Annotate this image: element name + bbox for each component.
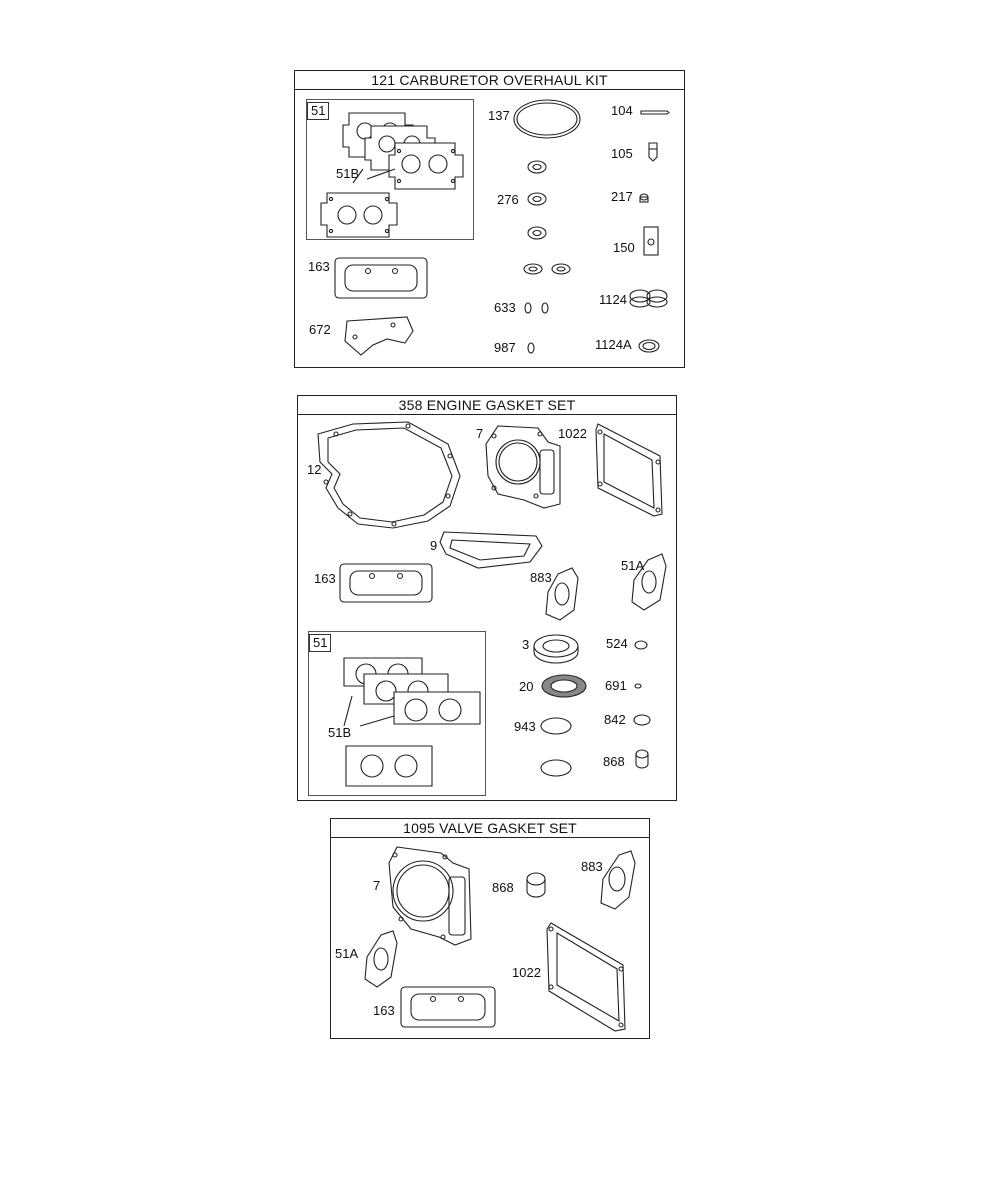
engine-gasket-set-title: 358 ENGINE GASKET SET <box>298 396 676 415</box>
part-868-label: 868 <box>603 754 625 769</box>
ring-842 <box>634 715 650 725</box>
intake-gasket-51-c <box>389 143 463 189</box>
o-ring <box>541 760 571 776</box>
part-3-label: 3 <box>522 637 530 652</box>
seal-20 <box>542 675 586 697</box>
gasket-163 <box>401 987 495 1027</box>
part-217-label: 217 <box>611 189 633 204</box>
part-868-label: 868 <box>492 880 514 895</box>
part-105-label: 105 <box>611 146 633 161</box>
intake-gasket-51a <box>365 931 397 987</box>
part-633-label: 633 <box>494 300 516 315</box>
pin-104 <box>641 111 669 114</box>
part-51a-label: 51A <box>335 946 359 961</box>
o-ring-943 <box>541 718 571 734</box>
gasket-163 <box>335 258 427 298</box>
gasket-1124 <box>630 290 667 307</box>
ring-524 <box>635 641 647 649</box>
part-691 <box>635 684 641 688</box>
oil-seal-3 <box>534 635 578 663</box>
part-20-label: 20 <box>519 679 534 694</box>
part-150-label: 150 <box>613 240 635 255</box>
head-gasket-7 <box>389 847 471 945</box>
carburetor-kit-title: 121 CARBURETOR OVERHAUL KIT <box>295 71 684 90</box>
valve-stem-seal-868 <box>636 750 648 768</box>
valve-cover-gasket-1022 <box>596 424 662 516</box>
part-1124a-label: 1124A <box>595 337 632 352</box>
part-163-label: 163 <box>373 1003 395 1018</box>
part-883-label: 883 <box>581 859 603 874</box>
part-672-label: 672 <box>309 322 331 337</box>
part-842-label: 842 <box>604 712 626 727</box>
part-943-label: 943 <box>514 719 536 734</box>
gasket-1124a <box>639 340 659 352</box>
part-51-label: 51 <box>307 102 329 120</box>
washer-633 <box>525 303 548 313</box>
part-137-label: 137 <box>488 108 510 123</box>
part-524-label: 524 <box>606 636 628 651</box>
gasket-163 <box>340 564 432 602</box>
part-7-label: 7 <box>373 878 381 893</box>
part-883-label: 883 <box>530 570 552 585</box>
head-gasket-7 <box>486 426 560 508</box>
part-1022-label: 1022 <box>558 426 587 441</box>
seal-washers <box>524 161 570 274</box>
valve-gasket-set-title: 1095 VALVE GASKET SET <box>331 819 649 838</box>
part-51a-label: 51A <box>621 558 645 573</box>
part-163-label: 163 <box>314 571 336 586</box>
part-691-label: 691 <box>605 678 627 693</box>
part-217 <box>640 194 648 202</box>
needle-valve-105 <box>649 143 657 161</box>
gasket-672 <box>345 317 413 355</box>
part-1022-label: 1022 <box>512 965 541 980</box>
intake-gasket-51-d <box>321 193 397 237</box>
part-1124-label: 1124 <box>599 292 627 307</box>
gasket-9 <box>440 532 542 568</box>
part-51b-label: 51B <box>328 725 352 740</box>
engine-gasket-parts-drawing <box>298 396 676 800</box>
part-51-label: 51 <box>309 634 331 652</box>
valve-cover-gasket-1022 <box>547 923 625 1031</box>
valve-stem-seal-868 <box>527 873 545 897</box>
exhaust-gasket-883 <box>601 851 635 909</box>
washer-987 <box>528 343 534 353</box>
carburetor-overhaul-kit-panel <box>294 70 685 368</box>
part-9-label: 9 <box>430 538 438 553</box>
valve-gasket-set-panel <box>330 818 650 1039</box>
part-51b-label: 51B <box>336 166 360 181</box>
part-12-label: 12 <box>307 462 322 477</box>
part-163-label: 163 <box>308 259 330 274</box>
part-104-label: 104 <box>611 103 633 118</box>
intake-gasket-stack-51 <box>344 658 480 786</box>
engine-gasket-set-panel <box>297 395 677 801</box>
plate-150 <box>644 227 658 255</box>
crankcase-gasket-12 <box>318 422 460 528</box>
o-ring-137 <box>514 100 580 138</box>
part-987-label: 987 <box>494 340 516 355</box>
part-7-label: 7 <box>476 426 484 441</box>
part-276-label: 276 <box>497 192 519 207</box>
